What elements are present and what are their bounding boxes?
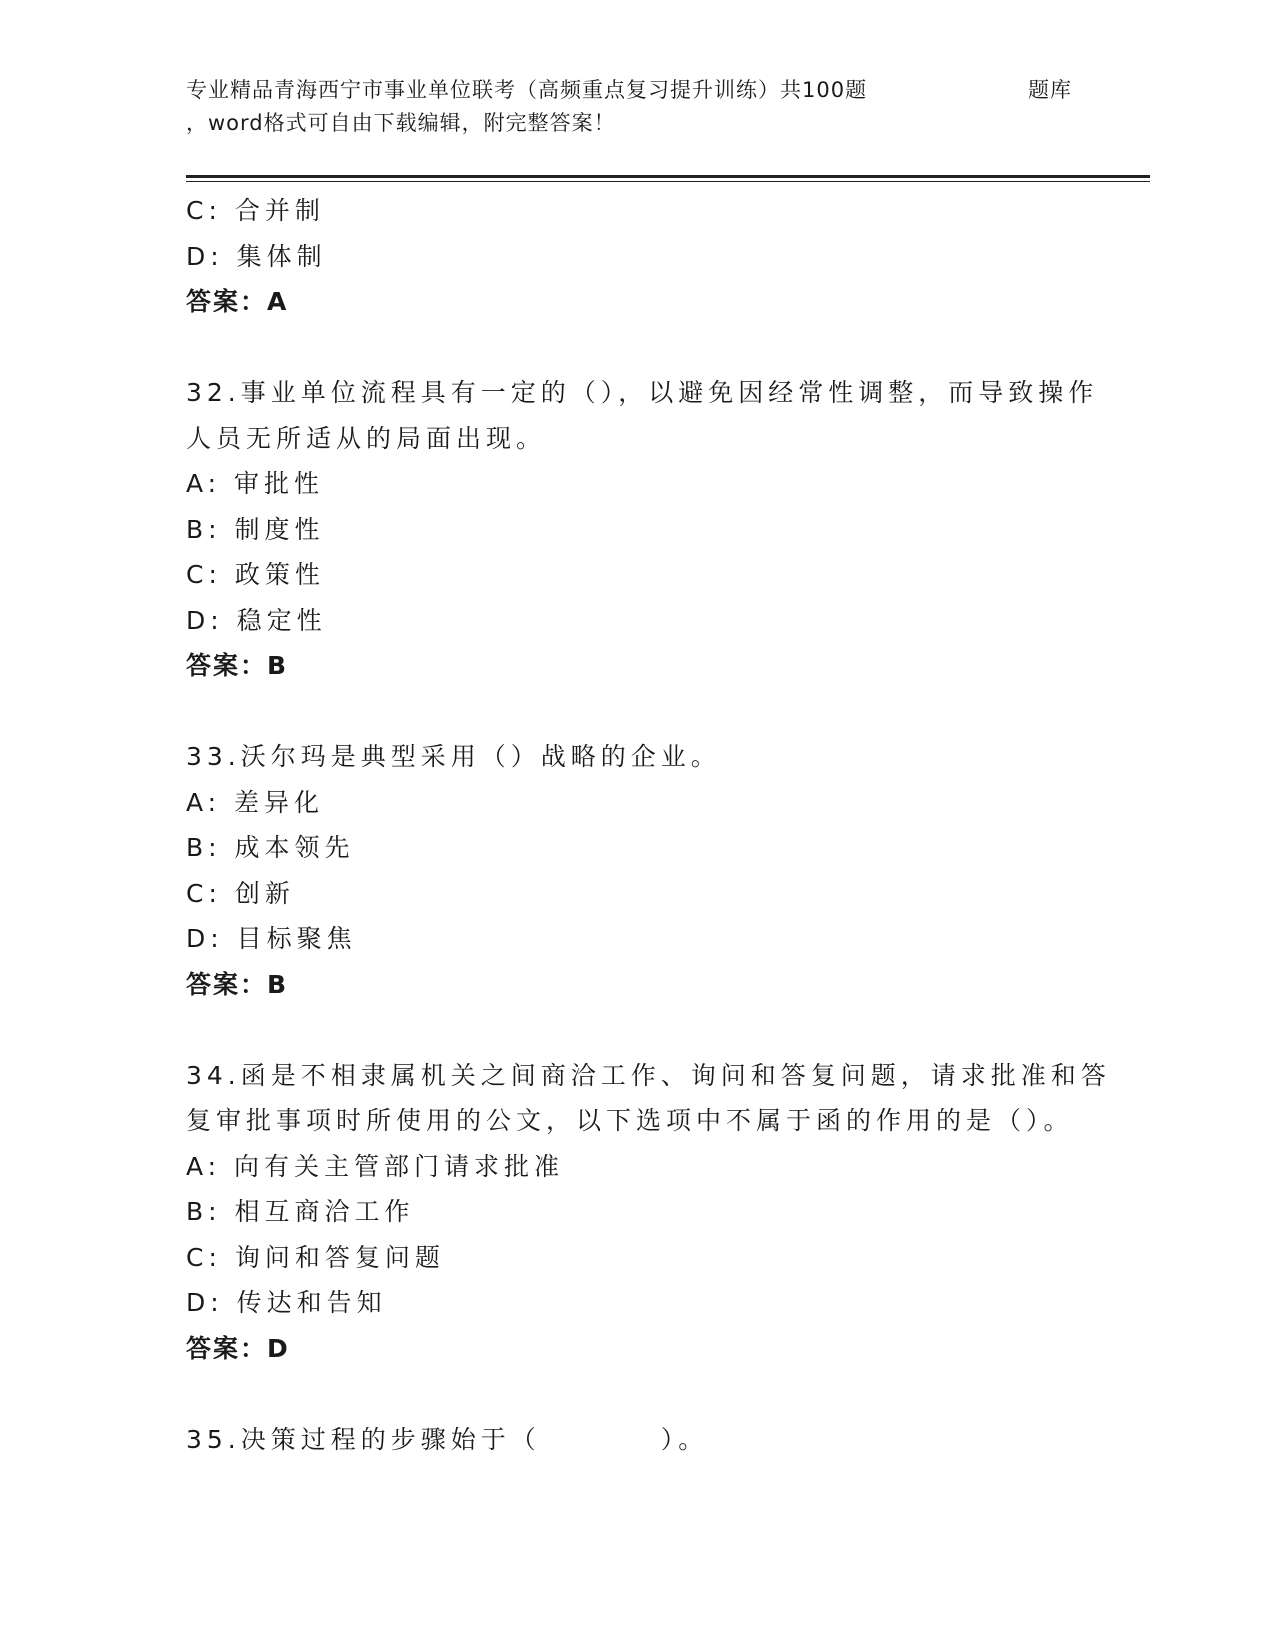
question-stem: 33.沃尔玛是典型采用（）战略的企业。 (186, 742, 721, 771)
question-stem: 35.决策过程的步骤始于（ ）。 (186, 1424, 709, 1454)
option-d: D: 传达和告知 (186, 1288, 387, 1317)
answer: 答案：D (186, 1333, 290, 1363)
option-c: C: 合并制 (186, 196, 325, 225)
question-35 (186, 1417, 1086, 1463)
header-rule-thin (186, 181, 1150, 182)
spacer (186, 689, 1086, 735)
option-a: A: 向有关主管部门请求批准 (186, 1151, 565, 1181)
document-body (186, 188, 1111, 1462)
option-b: B: 制度性 (186, 514, 325, 544)
option-b: B: 相互商洽工作 (186, 1197, 415, 1226)
option-c: C: 询问和答复问题 (186, 1242, 445, 1272)
option-c: C: 政策性 (186, 560, 325, 589)
header-title: 专业精品青海西宁市事业单位联考（高频重点复习提升训练）共100题 (186, 78, 868, 102)
header-rule-thick (186, 175, 1150, 178)
option-d: D: 集体制 (186, 241, 327, 271)
spacer (186, 1007, 1086, 1053)
question-stem-continued: 复审批事项时所使用的公文，以下选项中不属于函的作用的是（）。 (186, 1106, 1074, 1135)
question-31-continuation (186, 188, 1086, 325)
spacer (186, 1371, 1086, 1417)
question-stem: 32.事业单位流程具有一定的（），以避免因经常性调整，而导致操作 (186, 378, 1099, 407)
spacer (186, 325, 1086, 371)
answer: 答案：B (186, 969, 289, 999)
header-subtitle: ，word格式可自由下载编辑，附完整答案！ (186, 111, 616, 135)
option-a: A: 审批性 (186, 469, 325, 498)
header-tag: 题库 (1028, 78, 1072, 102)
question-32 (186, 370, 1099, 689)
answer: 答案：B (186, 651, 289, 680)
question-34 (186, 1053, 1111, 1372)
option-d: D: 稳定性 (186, 605, 327, 635)
question-stem-continued: 人员无所适从的局面出现。 (186, 423, 547, 453)
question-stem: 34.函是不相隶属机关之间商洽工作、询问和答复问题，请求批准和答 (186, 1060, 1111, 1090)
option-c: C: 创新 (186, 878, 295, 908)
option-a: A: 差异化 (186, 787, 325, 817)
answer: 答案：A (186, 287, 289, 316)
question-33 (186, 734, 1086, 1007)
option-d: D: 目标聚焦 (186, 924, 357, 953)
page-header (186, 74, 1086, 140)
option-b: B: 成本领先 (186, 833, 355, 862)
